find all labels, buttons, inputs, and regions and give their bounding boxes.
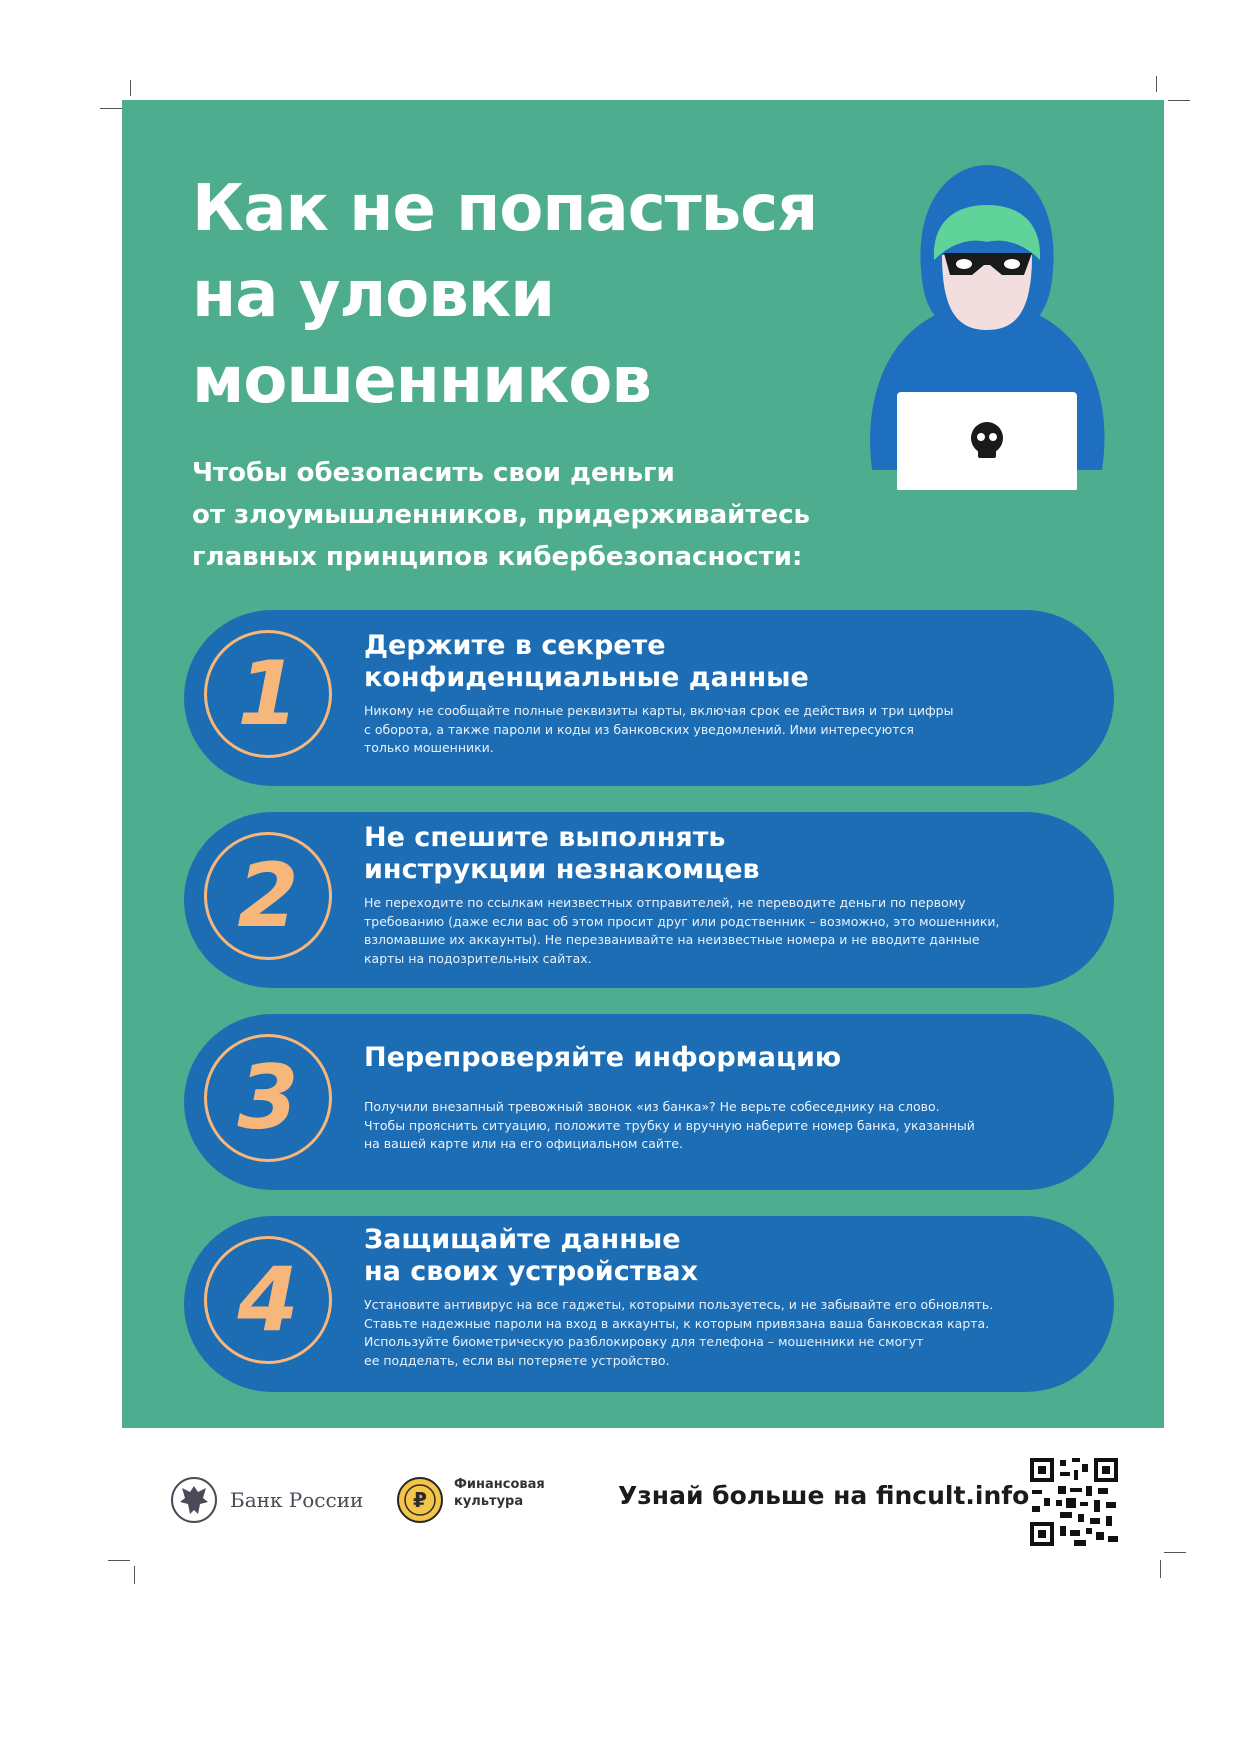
tip-title-line: инструкции незнакомцев bbox=[364, 854, 760, 885]
tip-title-line: на своих устройствах bbox=[364, 1256, 699, 1287]
subtitle-line: от злоумышленников, придерживайтесь bbox=[192, 500, 810, 530]
tip-text-line: Получили внезапный тревожный звонок «из банка»? Не верьте собеседнику на слово. bbox=[364, 1099, 940, 1114]
tip-card bbox=[184, 610, 1114, 786]
title-line: на уловки bbox=[192, 258, 555, 332]
tip-text-line: с оборота, а также пароли и коды из банковских уведомлений. Ими интересуются bbox=[364, 721, 914, 737]
tip-text-line: взломавшие их аккаунты). Не перезванивайте на неизвестные номера и не вводите данные bbox=[364, 932, 980, 947]
title-line: Как не попасться bbox=[192, 172, 818, 246]
qr-code[interactable] bbox=[1030, 1458, 1118, 1546]
tip-title bbox=[364, 822, 760, 886]
bank-of-russia-eagle-icon bbox=[170, 1476, 218, 1524]
tip-text-line: Ставьте надежные пароли на вход в аккаунты, к которым привязана ваша банковская карта. bbox=[364, 1315, 990, 1331]
tip-text-line: карты на подозрительных сайтах. bbox=[364, 950, 592, 966]
tip-title-line: Защищайте данные bbox=[364, 1224, 681, 1255]
tip-text bbox=[364, 1098, 1074, 1154]
page-title bbox=[192, 166, 817, 424]
financial-culture-line: Финансовая bbox=[454, 1477, 545, 1492]
tip-number-ring bbox=[204, 1236, 332, 1364]
title-line: мошенников bbox=[192, 344, 651, 418]
subtitle-line: Чтобы обезопасить свои деньги bbox=[192, 458, 675, 488]
tip-card bbox=[184, 1216, 1114, 1392]
tip-text-line: Не переходите по ссылкам неизвестных отправителей, не переводите деньги по первому bbox=[364, 895, 966, 910]
tip-title-line: Держите в секрете bbox=[364, 630, 666, 661]
tip-title bbox=[364, 630, 809, 694]
tip-number: 1 bbox=[237, 642, 299, 745]
crop-mark bbox=[1156, 76, 1157, 92]
tip-number-ring bbox=[204, 1034, 332, 1162]
tip-text bbox=[364, 702, 1074, 758]
tip-text-line: Установите антивирус на все гаджеты, которыми пользуетесь, и не забывайте его обновлять. bbox=[364, 1297, 994, 1312]
subtitle-line: главных принципов кибербезопасности: bbox=[192, 542, 803, 572]
tip-number: 2 bbox=[237, 844, 299, 947]
tip-text-line: ее подделать, если вы потеряете устройство. bbox=[364, 1352, 670, 1368]
hacker-with-laptop-icon bbox=[852, 160, 1122, 490]
tip-card bbox=[184, 812, 1114, 988]
tip-number-ring bbox=[204, 832, 332, 960]
tip-number: 3 bbox=[237, 1046, 299, 1149]
footer bbox=[0, 1428, 1240, 1588]
tip-number-ring bbox=[204, 630, 332, 758]
financial-culture-label bbox=[454, 1476, 545, 1510]
bank-of-russia-label: Банк России bbox=[230, 1488, 364, 1512]
tip-text-line: Никому не сообщайте полные реквизиты карты, включая срок ее действия и три цифры bbox=[364, 703, 954, 718]
tip-text-line: Используйте биометрическую разблокировку для телефона – мошенники не смогут bbox=[364, 1334, 924, 1349]
tip-text-line: только мошенники. bbox=[364, 740, 494, 755]
tip-text-line: требованию (даже если вас об этом просит друг или родственник – возможно, это мошенники, bbox=[364, 913, 1000, 929]
crop-mark bbox=[1168, 100, 1190, 101]
tip-title-line: Перепроверяйте информацию bbox=[364, 1042, 842, 1073]
crop-mark bbox=[100, 108, 122, 109]
tip-card bbox=[184, 1014, 1114, 1190]
tip-text-line: на вашей карте или на его официальном сайте. bbox=[364, 1136, 683, 1151]
ruble-symbol: ₽ bbox=[413, 1488, 427, 1512]
subtitle bbox=[192, 452, 810, 578]
tip-text bbox=[364, 894, 1074, 968]
tip-text-line: Чтобы прояснить ситуацию, положите трубку и вручную наберите номер банка, указанный bbox=[364, 1117, 975, 1133]
poster bbox=[122, 100, 1164, 1428]
tip-text bbox=[364, 1296, 1074, 1370]
financial-culture-line: культура bbox=[454, 1494, 524, 1509]
tip-title-line: конфиденциальные данные bbox=[364, 662, 809, 693]
tip-title-line: Не спешите выполнять bbox=[364, 822, 726, 853]
learn-more-link[interactable]: Узнай больше на fincult.info bbox=[618, 1481, 1030, 1510]
tip-number: 4 bbox=[237, 1248, 299, 1351]
tip-title bbox=[364, 1042, 841, 1074]
tip-title bbox=[364, 1224, 698, 1288]
crop-mark bbox=[130, 80, 131, 96]
